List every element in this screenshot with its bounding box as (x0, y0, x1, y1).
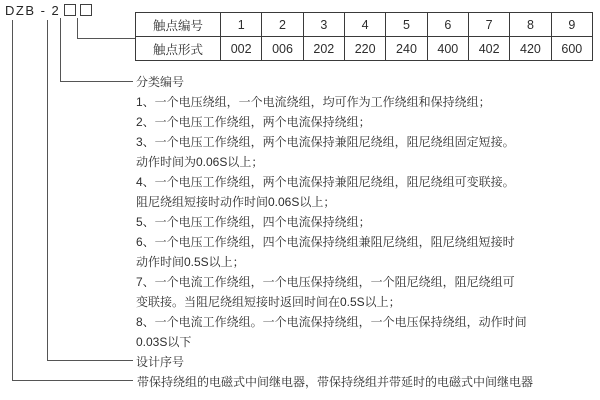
contact-form-cell: 600 (551, 37, 592, 61)
connector-line-design-serial-horizontal (47, 360, 133, 361)
contact-number-cell: 8 (510, 13, 551, 37)
classification-line: 4、一个电压工作绕组，两个电流保持兼阻尼绕组，阻尼绕组可变联接。 (136, 175, 515, 189)
model-code (5, 3, 92, 17)
connector-line-classification-horizontal (60, 81, 133, 82)
model-code-prefix: DZB - 2 (5, 2, 61, 18)
classification-line: 7、一个电流工作绕组，一个电压保持绕组，一个阻尼绕组，阻尼绕组可 (136, 275, 515, 289)
relay-type-description: 带保持绕组的电磁式中间继电器，带保持绕组并带延时的电磁式中间继电器 (137, 375, 534, 389)
classification-line: 2、一个电压工作绕组，两个电流保持绕组； (136, 115, 371, 129)
classification-line: 动作时间0.5S以上； (136, 255, 245, 269)
contact-number-cell: 4 (344, 13, 385, 37)
contact-form-cell: 002 (221, 37, 262, 61)
contact-form-cell: 402 (468, 37, 509, 61)
contact-form-cell: 420 (510, 37, 551, 61)
classification-line: 动作时间为0.06S以上； (136, 155, 264, 169)
classification-line: 1、一个电压绕组，一个电流绕组，均可作为工作绕组和保持绕组； (136, 95, 491, 109)
contact-number-cell: 3 (303, 13, 344, 37)
contact-number-cell: 2 (262, 13, 303, 37)
contact-number-cell: 7 (468, 13, 509, 37)
connector-line-relay-type-vertical (12, 20, 13, 381)
classification-line: 3、一个电压工作绕组，两个电流保持兼阻尼绕组，阻尼绕组固定短接。 (136, 135, 515, 149)
connector-line-contact-table-vertical (77, 18, 78, 38)
classification-block (136, 72, 598, 352)
classification-line: 5、一个电压工作绕组，四个电流保持绕组； (136, 215, 371, 229)
classification-line: 6、一个电压工作绕组，四个电流保持绕组兼阻尼绕组，阻尼绕组短接时 (136, 235, 515, 249)
classification-label: 分类编号 (136, 75, 185, 89)
contact-form-cell: 240 (386, 37, 427, 61)
contact-number-header: 触点编号 (136, 13, 221, 37)
connector-line-contact-table-horizontal (77, 38, 136, 39)
design-serial-label: 设计序号 (136, 355, 185, 369)
contact-form-header: 触点形式 (136, 37, 221, 61)
classification-line: 0.03S以下 (136, 335, 192, 349)
contact-number-row (136, 13, 593, 37)
classification-line: 8、一个电流工作绕组。一个电流保持绕组，一个电压保持绕组，动作时间 (136, 315, 527, 329)
model-digit-box-1 (64, 4, 76, 16)
classification-line: 变联接。当阻尼绕组短接时返回时间在0.5S以上； (136, 295, 401, 309)
model-digit-box-2 (80, 4, 92, 16)
contact-number-cell: 5 (386, 13, 427, 37)
contact-form-cell: 220 (344, 37, 385, 61)
contact-form-cell: 006 (262, 37, 303, 61)
contact-number-cell: 9 (551, 13, 592, 37)
connector-line-design-serial-vertical (47, 20, 48, 361)
contact-form-row (136, 37, 593, 61)
contact-table (135, 12, 593, 61)
connector-line-classification-vertical (60, 18, 61, 81)
connector-line-relay-type-horizontal (12, 380, 133, 381)
contact-number-cell: 6 (427, 13, 468, 37)
contact-form-cell: 202 (303, 37, 344, 61)
contact-form-cell: 400 (427, 37, 468, 61)
classification-line: 阻尼绕组短接时动作时间0.06S以上； (136, 195, 336, 209)
contact-number-cell: 1 (221, 13, 262, 37)
